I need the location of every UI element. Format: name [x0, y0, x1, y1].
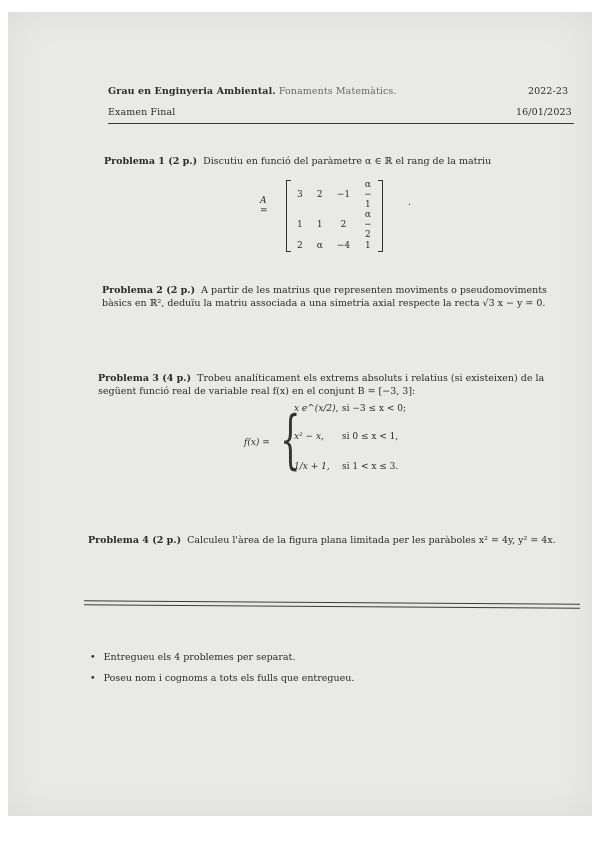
header-exam: Examen Final: [108, 107, 176, 118]
header-rule: [108, 123, 574, 124]
header-course: Grau en Enginyeria Ambiental. Fonaments Matemàtics.: [108, 86, 397, 97]
brace: {: [280, 403, 301, 477]
piecewise-function: [244, 400, 464, 490]
matrix-tail: .: [408, 198, 411, 208]
matrix-cell: 2: [297, 241, 303, 251]
case-expr: x² − x,: [294, 432, 324, 442]
case-cond: si −3 ≤ x < 0;: [342, 404, 406, 414]
problem-3: Problema 3 (4 p.) Trobeu analíticament els extrems absoluts i relatius (si existeixen) de la següent funció real de variable real f(x) en el conjunt B = [−3, 3]:: [98, 373, 545, 397]
note-item: • Entregueu els 4 problemes per separat.: [90, 652, 354, 663]
matrix-cell: 2: [316, 190, 323, 200]
separator-rule: [84, 604, 580, 608]
header-year: 2022-23: [528, 86, 569, 97]
matrix-body: [286, 180, 383, 252]
case-cond: si 1 < x ≤ 3.: [342, 462, 399, 472]
piecewise-lhs: f(x) =: [244, 438, 270, 448]
matrix-cell: α − 2: [364, 210, 372, 240]
matrix-cell: 3: [297, 190, 303, 200]
notes-list: [90, 652, 354, 694]
matrix-cell: −4: [336, 241, 351, 251]
problem-1: Problema 1 (2 p.) Discutiu en funció del paràmetre α ∈ ℝ el rang de la matriu: [104, 156, 492, 167]
case-cond: si 0 ≤ x < 1,: [342, 432, 399, 442]
case-expr: 1/x + 1,: [294, 462, 330, 472]
matrix-cell: 1: [364, 241, 371, 251]
matrix-cell: 1: [297, 220, 303, 230]
exam-sheet: [8, 12, 592, 816]
header-date: 16/01/2023: [516, 107, 572, 118]
matrix-cell: 2: [340, 220, 347, 230]
matrix-cell: α: [316, 241, 323, 251]
case-expr: x e^(x/2),: [294, 404, 339, 414]
note-item: • Poseu nom i cognoms a tots els fulls que entregueu.: [90, 673, 354, 684]
problem-4: Problema 4 (2 p.) Calculeu l'àrea de la figura plana limitada per les paràboles x² = 4y, y² = 4x.: [88, 535, 556, 546]
problem-2: Problema 2 (2 p.) A partir de les matrius que representen moviments o pseudomoviments bàsics en ℝ², deduïu la matriu associada a una simetria axial respecte la recta √3 x − y = 0.: [102, 285, 547, 309]
matrix-cell: 1: [316, 220, 323, 230]
matrix-lhs: A =: [260, 196, 268, 216]
matrix-cell: −1: [336, 190, 351, 200]
matrix-cell: α − 1: [364, 180, 372, 210]
